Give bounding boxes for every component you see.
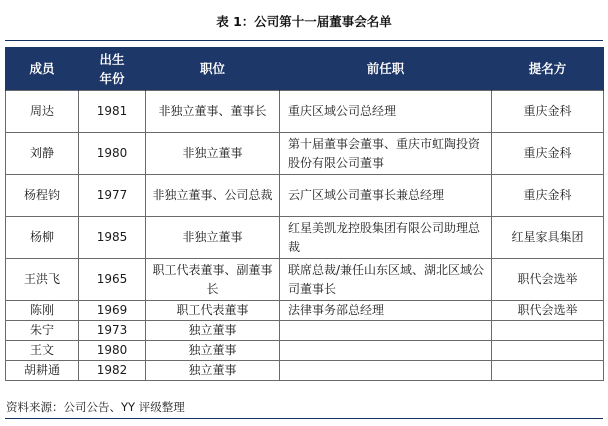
table-row	[6, 321, 604, 341]
cell-position: 独立董事	[146, 341, 280, 361]
cell-position: 独立董事	[146, 321, 280, 341]
cell-previous: 联席总裁/兼任山东区域、湖北区域公司董事长	[280, 259, 492, 301]
table-row	[6, 361, 604, 381]
top-rule	[5, 40, 603, 41]
cell-position: 非独立董事	[146, 133, 280, 175]
table-title: 表 1：公司第十一届董事会名单	[216, 14, 392, 29]
cell-name: 杨柳	[6, 217, 79, 259]
cell-name: 杨程钧	[6, 175, 79, 217]
cell-year: 1985	[79, 217, 146, 259]
table-row	[6, 217, 604, 259]
cell-name: 王洪飞	[6, 259, 79, 301]
column-header-member: 成员	[6, 47, 79, 91]
cell-year: 1965	[79, 259, 146, 301]
cell-name: 王文	[6, 341, 79, 361]
cell-nominator: 重庆金科	[492, 91, 604, 133]
cell-nominator	[492, 321, 604, 341]
table-header-row	[6, 47, 604, 91]
table-row	[6, 301, 604, 321]
cell-name: 周达	[6, 91, 79, 133]
cell-previous: 第十届董事会董事、重庆市虹陶投资股份有限公司董事	[280, 133, 492, 175]
column-header-previous-role: 前任职	[280, 47, 492, 91]
source-note: 资料来源：公司公告、YY 评级整理	[6, 400, 185, 414]
cell-position: 独立董事	[146, 361, 280, 381]
cell-name: 刘静	[6, 133, 79, 175]
bottom-rule	[5, 418, 603, 419]
cell-previous	[280, 321, 492, 341]
cell-nominator: 重庆金科	[492, 175, 604, 217]
table-row	[6, 341, 604, 361]
cell-year: 1980	[79, 133, 146, 175]
cell-position: 职工代表董事、副董事长	[146, 259, 280, 301]
cell-previous: 云广区域公司董事长兼总经理	[280, 175, 492, 217]
table-row	[6, 91, 604, 133]
cell-position: 职工代表董事	[146, 301, 280, 321]
column-header-birth-line1: 出生	[99, 51, 125, 67]
cell-year: 1980	[79, 341, 146, 361]
cell-year: 1981	[79, 91, 146, 133]
table-row	[6, 133, 604, 175]
column-header-birth-year	[79, 47, 146, 91]
cell-previous: 法律事务部总经理	[280, 301, 492, 321]
cell-nominator: 职代会选举	[492, 259, 604, 301]
cell-previous: 重庆区域公司总经理	[280, 91, 492, 133]
table-row	[6, 175, 604, 217]
cell-name: 陈刚	[6, 301, 79, 321]
cell-position: 非独立董事、董事长	[146, 91, 280, 133]
cell-name: 胡耕通	[6, 361, 79, 381]
table-row	[6, 259, 604, 301]
cell-nominator	[492, 341, 604, 361]
cell-previous	[280, 361, 492, 381]
column-header-nominator: 提名方	[492, 47, 604, 91]
cell-nominator	[492, 361, 604, 381]
board-members-table	[5, 47, 604, 381]
column-header-position: 职位	[146, 47, 280, 91]
cell-year: 1969	[79, 301, 146, 321]
cell-nominator: 职代会选举	[492, 301, 604, 321]
cell-nominator: 红星家具集团	[492, 217, 604, 259]
cell-year: 1973	[79, 321, 146, 341]
cell-year: 1977	[79, 175, 146, 217]
cell-name: 朱宁	[6, 321, 79, 341]
cell-previous: 红星美凯龙控股集团有限公司助理总裁	[280, 217, 492, 259]
column-header-birth-line2: 年份	[99, 70, 125, 86]
cell-previous	[280, 341, 492, 361]
cell-position: 非独立董事、公司总裁	[146, 175, 280, 217]
cell-nominator: 重庆金科	[492, 133, 604, 175]
cell-position: 非独立董事	[146, 217, 280, 259]
cell-year: 1982	[79, 361, 146, 381]
